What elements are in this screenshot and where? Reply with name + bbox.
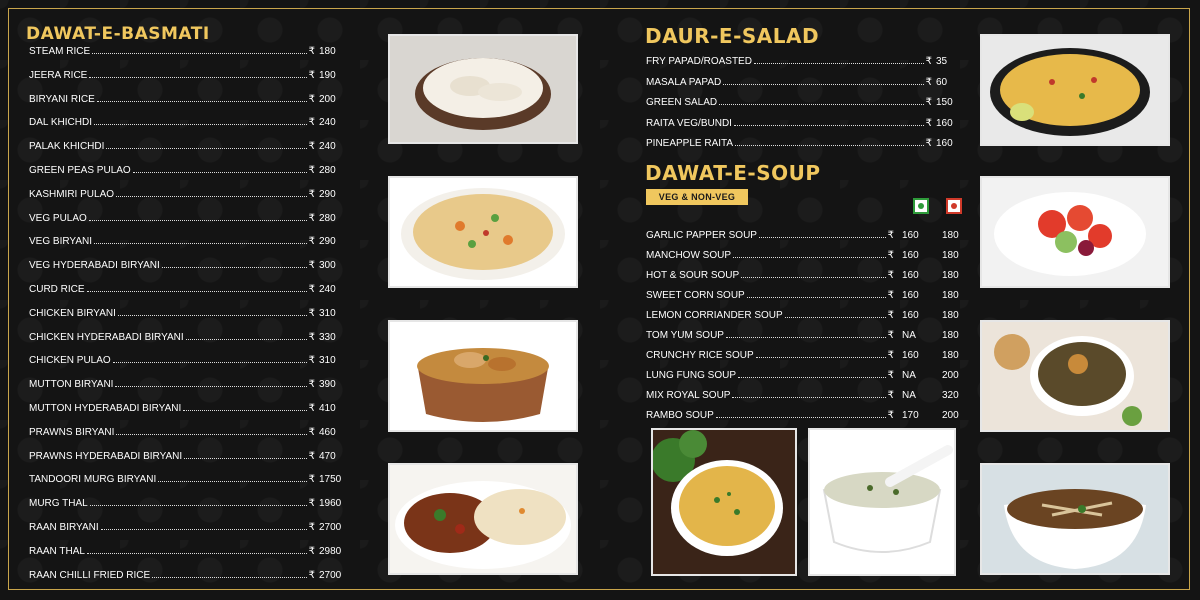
rupee-symbol: ₹ — [925, 76, 932, 88]
dot-leader — [133, 171, 307, 173]
rupee-symbol: ₹ — [887, 410, 894, 421]
dot-leader — [89, 76, 306, 78]
basmati-item-name: STEAM RICE — [29, 46, 91, 57]
soup-nonveg-price: 180 — [942, 290, 959, 301]
dot-leader — [118, 314, 307, 316]
basmati-item-name: CHICKEN HYDERABADI BIRYANI — [29, 331, 184, 343]
soup-item-name: SWEET CORN SOUP — [646, 290, 745, 301]
basmati-item-name: JEERA RICE — [29, 69, 88, 81]
basmati-row — [29, 379, 345, 390]
rupee-symbol: ₹ — [887, 370, 894, 381]
basmati-item-name: MUTTON HYDERABADI BIRYANI — [29, 403, 182, 414]
dot-leader — [87, 290, 307, 292]
dot-leader — [719, 103, 923, 105]
nonveg-symbol-icon — [946, 198, 962, 214]
veg-pulao-photo — [388, 176, 578, 288]
basmati-item-price: 470 — [319, 450, 336, 462]
basmati-row — [29, 213, 345, 224]
soup-veg-price: NA — [902, 370, 916, 381]
soup-item-name: MIX ROYAL SOUP — [646, 390, 731, 401]
soup-nonveg-price: 180 — [942, 230, 959, 241]
basmati-item-price: 2700 — [319, 569, 342, 581]
rupee-symbol: ₹ — [308, 522, 315, 533]
dot-leader — [113, 361, 307, 363]
basmati-item-name: KASHMIRI PULAO — [29, 188, 115, 200]
salad-item-name: GREEN SALAD — [646, 97, 718, 108]
basmati-item-name: RAAN BIRYANI — [29, 522, 99, 533]
basmati-row — [29, 236, 345, 247]
basmati-row — [29, 141, 345, 152]
soup-row — [646, 330, 964, 341]
basmati-row — [29, 355, 345, 366]
rupee-symbol: ₹ — [925, 117, 932, 129]
basmati-row — [29, 308, 345, 319]
rupee-symbol: ₹ — [308, 236, 315, 248]
rupee-symbol: ₹ — [308, 93, 315, 105]
soup-veg-price: 160 — [902, 350, 919, 361]
dot-leader — [747, 296, 886, 298]
rupee-symbol: ₹ — [308, 69, 315, 81]
rupee-symbol: ₹ — [308, 474, 315, 486]
dot-leader — [152, 576, 306, 578]
rupee-symbol: ₹ — [887, 250, 894, 261]
basmati-item-name: PRAWNS BIRYANI — [29, 426, 115, 438]
rupee-symbol: ₹ — [308, 426, 315, 438]
basmati-row — [29, 498, 345, 509]
basmati-row — [29, 570, 345, 581]
salad-item-name: FRY PAPAD/ROASTED — [646, 56, 752, 67]
basmati-item-name: VEG BIRYANI — [29, 236, 92, 248]
dot-leader — [726, 336, 886, 338]
soup-nonveg-price: 180 — [942, 350, 959, 361]
dot-leader — [738, 376, 886, 378]
basmati-item-name: RAAN THAL — [29, 545, 85, 557]
basmati-row — [29, 332, 345, 343]
soup-veg-price: NA — [902, 390, 916, 401]
basmati-item-price: 240 — [319, 284, 336, 295]
rupee-symbol: ₹ — [308, 379, 315, 391]
basmati-row — [29, 165, 345, 176]
basmati-row — [29, 522, 345, 533]
manchow-soup-photo — [980, 320, 1170, 432]
salad-item-price: 60 — [936, 76, 948, 88]
soup-row — [646, 350, 964, 361]
basmati-item-price: 200 — [319, 93, 336, 105]
soup-nonveg-price: 200 — [942, 410, 959, 421]
salad-heading: DAUR-E-SALAD — [645, 24, 820, 48]
soup-row — [646, 270, 964, 281]
basmati-item-name: PALAK KHICHDI — [29, 141, 105, 153]
mushroom-soup-photo — [980, 463, 1170, 575]
basmati-item-price: 180 — [319, 46, 336, 57]
basmati-heading: DAWAT-E-BASMATI — [26, 24, 210, 44]
jeera-rice-photo — [388, 34, 578, 144]
basmati-item-price: 290 — [319, 188, 336, 200]
soup-veg-price: 170 — [902, 410, 919, 421]
rupee-symbol: ₹ — [887, 390, 894, 401]
rupee-symbol: ₹ — [308, 212, 315, 224]
salad-row — [646, 56, 962, 67]
rupee-symbol: ₹ — [308, 498, 315, 510]
soup-item-name: HOT & SOUR SOUP — [646, 270, 740, 281]
dot-leader — [754, 62, 924, 64]
basmati-row — [29, 117, 345, 128]
rupee-symbol: ₹ — [308, 450, 315, 462]
soup-veg-price: 160 — [902, 310, 919, 321]
basmati-row — [29, 260, 345, 271]
salad-row — [646, 97, 962, 108]
soup-nonveg-price: 180 — [942, 310, 959, 321]
dot-leader — [734, 124, 924, 126]
basmati-item-name: VEG PULAO — [29, 212, 87, 224]
basmati-item-price: 330 — [319, 331, 336, 343]
dot-leader — [716, 416, 886, 418]
basmati-row — [29, 189, 345, 200]
dot-leader — [94, 242, 307, 244]
basmati-row — [29, 546, 345, 557]
rupee-symbol: ₹ — [308, 284, 315, 295]
dot-leader — [89, 219, 307, 221]
basmati-item-name: BIRYANI RICE — [29, 93, 95, 105]
basmati-item-price: 2980 — [319, 545, 342, 557]
dot-leader — [785, 316, 886, 318]
basmati-item-price: 240 — [319, 141, 336, 153]
dot-leader — [87, 552, 307, 554]
soup-row — [646, 290, 964, 301]
soup-nonveg-price: 180 — [942, 250, 959, 261]
soup-item-name: TOM YUM SOUP — [646, 330, 724, 341]
basmati-item-name: TANDOORI MURG BIRYANI — [29, 474, 157, 486]
dot-leader — [158, 480, 306, 482]
handi-biryani-photo — [388, 320, 578, 432]
soup-veg-price: 160 — [902, 230, 919, 241]
soup-item-name: MANCHOW SOUP — [646, 250, 731, 261]
basmati-item-name: GREEN PEAS PULAO — [29, 165, 131, 176]
rupee-symbol: ₹ — [308, 403, 315, 414]
rupee-symbol: ₹ — [887, 290, 894, 301]
lemon-coriander-soup-photo — [808, 428, 956, 576]
soup-nonveg-price: 180 — [942, 270, 959, 281]
salad-item-name: PINEAPPLE RAITA — [646, 138, 734, 149]
basmati-item-price: 240 — [319, 117, 336, 129]
basmati-item-name: MUTTON BIRYANI — [29, 379, 114, 391]
soup-item-name: RAMBO SOUP — [646, 410, 714, 421]
dot-leader — [90, 504, 307, 506]
basmati-item-price: 1960 — [319, 498, 342, 510]
basmati-row — [29, 46, 345, 57]
salad-item-price: 35 — [936, 56, 948, 67]
soup-row — [646, 370, 964, 381]
basmati-item-name: PRAWNS HYDERABADI BIRYANI — [29, 450, 183, 462]
basmati-item-price: 460 — [319, 426, 336, 438]
rupee-symbol: ₹ — [887, 310, 894, 321]
rupee-symbol: ₹ — [887, 270, 894, 281]
basmati-item-price: 310 — [319, 355, 336, 367]
basmati-item-price: 190 — [319, 69, 336, 81]
dot-leader — [162, 266, 307, 268]
veg-symbol-icon — [913, 198, 929, 214]
rupee-symbol: ₹ — [308, 355, 315, 367]
soup-row — [646, 410, 964, 421]
soup-nonveg-price: 320 — [942, 390, 959, 401]
dot-leader — [116, 195, 307, 197]
rupee-symbol: ₹ — [308, 188, 315, 200]
dot-leader — [759, 236, 886, 238]
rupee-symbol: ₹ — [308, 141, 315, 153]
soup-veg-price: 160 — [902, 270, 919, 281]
basmati-row — [29, 451, 345, 462]
veg-nonveg-badge: VEG & NON-VEG — [646, 189, 748, 205]
salad-item-name: MASALA PAPAD — [646, 76, 722, 88]
basmati-row — [29, 284, 345, 295]
rupee-symbol: ₹ — [308, 46, 315, 57]
sweet-corn-soup-photo — [651, 428, 797, 576]
basmati-item-name: CHICKEN PULAO — [29, 355, 111, 367]
dot-leader — [733, 256, 886, 258]
dot-leader — [723, 83, 923, 85]
dot-leader — [183, 409, 306, 411]
basmati-item-price: 410 — [319, 403, 336, 414]
basmati-row — [29, 403, 345, 414]
dot-leader — [101, 528, 307, 530]
basmati-item-price: 390 — [319, 379, 336, 391]
basmati-item-name: RAAN CHILLI FRIED RICE — [29, 569, 151, 581]
basmati-row — [29, 70, 345, 81]
basmati-item-name: CHICKEN BIRYANI — [29, 307, 116, 319]
soup-heading: DAWAT-E-SOUP — [645, 161, 821, 185]
dot-leader — [97, 100, 307, 102]
salad-row — [646, 77, 962, 88]
salad-item-price: 160 — [936, 138, 953, 149]
basmati-item-price: 280 — [319, 165, 336, 176]
rupee-symbol: ₹ — [887, 330, 894, 341]
dot-leader — [115, 385, 306, 387]
basmati-row — [29, 427, 345, 438]
rupee-symbol: ₹ — [308, 307, 315, 319]
basmati-item-price: 300 — [319, 260, 336, 272]
rupee-symbol: ₹ — [308, 545, 315, 557]
soup-nonveg-price: 180 — [942, 330, 959, 341]
dot-leader — [92, 52, 307, 54]
soup-item-name: GARLIC PAPPER SOUP — [646, 230, 757, 241]
rupee-symbol: ₹ — [308, 165, 315, 176]
salad-item-price: 150 — [936, 97, 953, 108]
dot-leader — [184, 457, 306, 459]
dot-leader — [106, 147, 306, 149]
masala-papad-photo — [980, 34, 1170, 146]
basmati-item-price: 1750 — [319, 474, 342, 486]
dot-leader — [732, 396, 885, 398]
rupee-symbol: ₹ — [308, 331, 315, 343]
basmati-item-price: 310 — [319, 307, 336, 319]
dot-leader — [756, 356, 886, 358]
soup-veg-price: 160 — [902, 250, 919, 261]
basmati-item-price: 2700 — [319, 522, 342, 533]
basmati-row — [29, 94, 345, 105]
salad-item-price: 160 — [936, 117, 953, 129]
basmati-item-name: MURG THAL — [29, 498, 88, 510]
salad-item-name: RAITA VEG/BUNDI — [646, 117, 732, 129]
rupee-symbol: ₹ — [887, 230, 894, 241]
rupee-symbol: ₹ — [308, 117, 315, 129]
soup-row — [646, 390, 964, 401]
green-salad-photo — [980, 176, 1170, 288]
dot-leader — [116, 433, 306, 435]
soup-item-name: LUNG FUNG SOUP — [646, 370, 737, 381]
basmati-item-name: CURD RICE — [29, 284, 85, 295]
dot-leader — [741, 276, 885, 278]
dot-leader — [186, 338, 307, 340]
basmati-item-price: 290 — [319, 236, 336, 248]
basmati-item-name: VEG HYDERABADI BIRYANI — [29, 260, 160, 272]
salad-row — [646, 118, 962, 129]
basmati-item-price: 280 — [319, 212, 336, 224]
basmati-row — [29, 474, 345, 485]
soup-item-name: LEMON CORRIANDER SOUP — [646, 310, 783, 321]
rupee-symbol: ₹ — [925, 97, 932, 108]
rupee-symbol: ₹ — [308, 569, 315, 581]
dot-leader — [735, 144, 924, 146]
soup-item-name: CRUNCHY RICE SOUP — [646, 350, 754, 361]
chilli-chicken-fried-rice-photo — [388, 463, 578, 575]
basmati-item-name: DAL KHICHDI — [29, 117, 92, 129]
rupee-symbol: ₹ — [925, 138, 932, 149]
soup-nonveg-price: 200 — [942, 370, 959, 381]
salad-row — [646, 138, 962, 149]
rupee-symbol: ₹ — [887, 350, 894, 361]
soup-veg-price: NA — [902, 330, 916, 341]
rupee-symbol: ₹ — [308, 260, 315, 272]
soup-row — [646, 310, 964, 321]
rupee-symbol: ₹ — [925, 56, 932, 67]
dot-leader — [94, 123, 307, 125]
soup-row — [646, 230, 964, 241]
soup-row — [646, 250, 964, 261]
soup-veg-price: 160 — [902, 290, 919, 301]
